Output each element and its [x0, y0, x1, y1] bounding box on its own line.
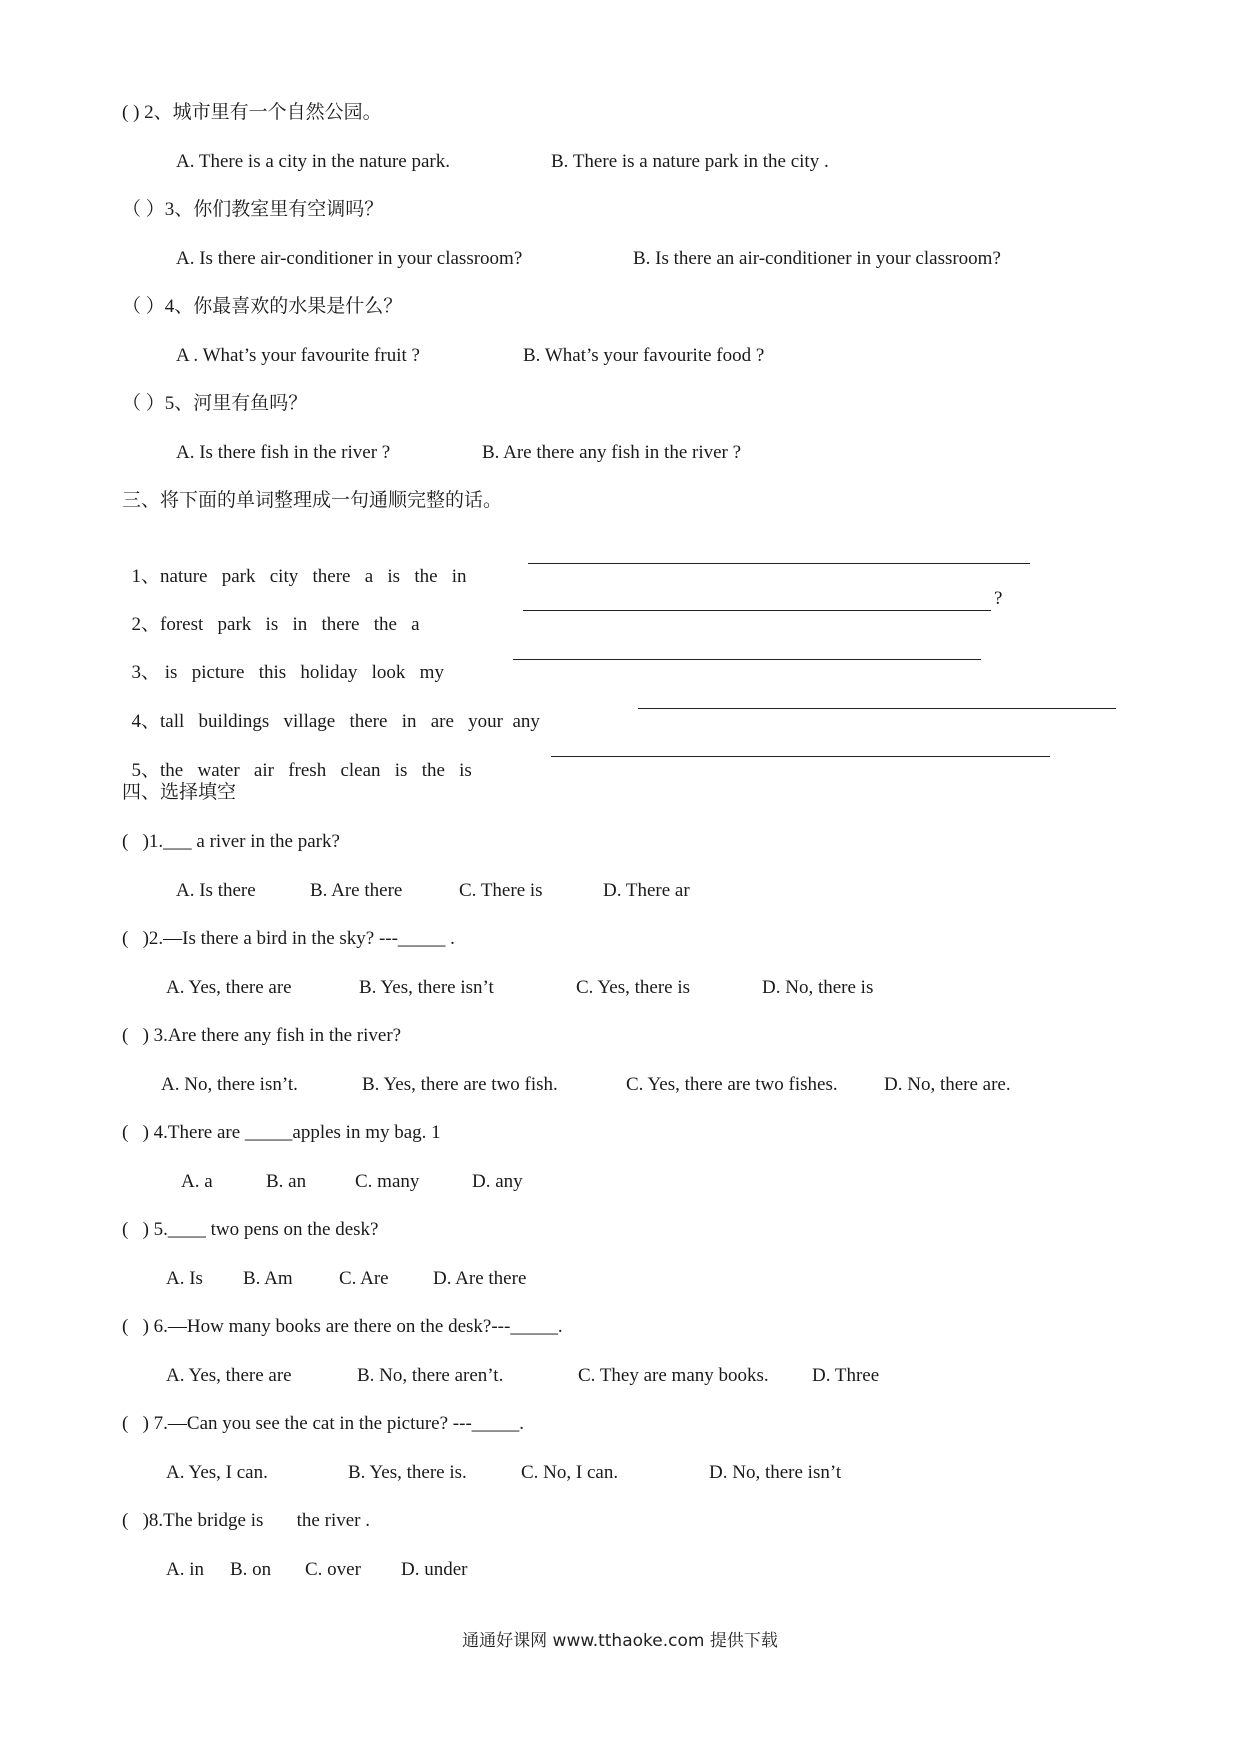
- page-footer: 通通好课网 www.tthaoke.com 提供下载: [462, 1631, 778, 1651]
- mc-q2-option-c: C. Yes, there is: [576, 977, 691, 998]
- mc-q8-option-a: A. in: [166, 1559, 204, 1580]
- question-mark: ?: [994, 588, 1003, 609]
- answer-line-5[interactable]: [551, 738, 1050, 757]
- rearrange-item-3: [122, 634, 444, 686]
- scrambled-words: forest park is in there the a: [160, 614, 420, 635]
- mc-q2-option-a: A. Yes, there are: [166, 977, 292, 998]
- scrambled-words: is picture this holiday look my: [160, 662, 444, 683]
- mc-q5-option-c: C. Are: [339, 1268, 389, 1289]
- mc-q8-option-c: C. over: [305, 1559, 361, 1580]
- answer-line-1[interactable]: [528, 545, 1030, 564]
- answer-line-3[interactable]: [513, 641, 981, 660]
- mc-q7-option-a: A. Yes, I can.: [166, 1462, 268, 1483]
- mc-q4-option-d: D. any: [472, 1171, 523, 1192]
- mc-q3-option-a: A. No, there isn’t.: [161, 1074, 298, 1095]
- q2-option-b: B. There is a nature park in the city .: [551, 151, 829, 172]
- answer-line-2[interactable]: [523, 592, 991, 611]
- mc-q3-stem: ( ) 3.Are there any fish in the river?: [122, 1025, 402, 1046]
- mc-q4-stem: ( ) 4.There are _____apples in my bag. 1: [122, 1122, 441, 1143]
- rearrange-item-1: [122, 538, 467, 590]
- rearrange-item-5: [122, 732, 472, 784]
- mc-q6-option-d: D. Three: [812, 1365, 880, 1386]
- item-number: 1、: [131, 566, 161, 587]
- q3-option-b: B. Is there an air-conditioner in your classroom?: [633, 248, 1001, 269]
- mc-q7-option-c: C. No, I can.: [521, 1462, 619, 1483]
- mc-q5-stem: ( ) 5.____ two pens on the desk?: [122, 1219, 379, 1240]
- rearrange-item-4: [122, 683, 540, 735]
- mc-q1-option-d: D. There ar: [603, 880, 690, 901]
- item-number: 2、: [131, 614, 161, 635]
- mc-q5-option-d: D. Are there: [433, 1268, 527, 1289]
- mc-q1-option-b: B. Are there: [310, 880, 403, 901]
- q3-option-a: A. Is there air-conditioner in your classroom?: [176, 248, 523, 269]
- mc-q4-option-b: B. an: [266, 1171, 307, 1192]
- answer-line-4[interactable]: [638, 690, 1116, 709]
- item-number: 4、: [131, 711, 161, 732]
- q4-stem: （ ）4、你最喜欢的水果是什么？: [122, 296, 403, 317]
- q4-option-a: A . What’s your favourite fruit ?: [176, 345, 420, 366]
- item-number: 3、: [131, 662, 161, 683]
- mc-q8-option-d: D. under: [401, 1559, 468, 1580]
- mc-q6-option-c: C. They are many books.: [578, 1365, 769, 1386]
- q4-option-b: B. What’s your favourite food ?: [523, 345, 765, 366]
- mc-q6-stem: ( ) 6.—How many books are there on the desk?---_____.: [122, 1316, 563, 1337]
- mc-q7-option-b: B. Yes, there is.: [348, 1462, 467, 1483]
- scrambled-words: the water air fresh clean is the is: [160, 760, 472, 781]
- q5-option-a: A. Is there fish in the river ?: [176, 442, 391, 463]
- mc-q4-option-c: C. many: [355, 1171, 420, 1192]
- item-number: 5、: [131, 760, 161, 781]
- mc-q3-option-b: B. Yes, there are two fish.: [362, 1074, 558, 1095]
- mc-q5-option-a: A. Is: [166, 1268, 203, 1289]
- mc-q1-stem: ( )1.___ a river in the park?: [122, 831, 340, 852]
- mc-q1-option-a: A. Is there: [176, 880, 256, 901]
- scrambled-words: nature park city there a is the in: [160, 566, 467, 587]
- mc-q8-option-b: B. on: [230, 1559, 272, 1580]
- mc-q8-stem: ( )8.The bridge is the river .: [122, 1510, 370, 1531]
- rearrange-item-2: [122, 586, 420, 638]
- q5-option-b: B. Are there any fish in the river ?: [482, 442, 742, 463]
- q5-stem: （ ）5、河里有鱼吗？: [122, 393, 308, 414]
- section-4-heading: 四、选择填空: [122, 782, 237, 803]
- q3-stem: （ ）3、你们教室里有空调吗？: [122, 199, 384, 220]
- mc-q6-option-b: B. No, there aren’t.: [357, 1365, 504, 1386]
- q2-option-a: A. There is a city in the nature park.: [176, 151, 450, 172]
- mc-q4-option-a: A. a: [181, 1171, 213, 1192]
- scrambled-words: tall buildings village there in are your any: [160, 711, 540, 732]
- mc-q2-option-b: B. Yes, there isn’t: [359, 977, 494, 998]
- mc-q2-option-d: D. No, there is: [762, 977, 874, 998]
- mc-q3-option-c: C. Yes, there are two fishes.: [626, 1074, 838, 1095]
- mc-q3-option-d: D. No, there are.: [884, 1074, 1011, 1095]
- mc-q1-option-c: C. There is: [459, 880, 543, 901]
- section-3-heading: 三、将下面的单词整理成一句通顺完整的话。: [122, 490, 503, 511]
- mc-q7-stem: ( ) 7.—Can you see the cat in the picture? ---_____.: [122, 1413, 525, 1434]
- mc-q2-stem: ( )2.—Is there a bird in the sky? ---_____ .: [122, 928, 455, 949]
- mc-q7-option-d: D. No, there isn’t: [709, 1462, 842, 1483]
- q2-stem: ( ) 2、城市里有一个自然公园。: [122, 102, 382, 123]
- mc-q5-option-b: B. Am: [243, 1268, 293, 1289]
- mc-q6-option-a: A. Yes, there are: [166, 1365, 292, 1386]
